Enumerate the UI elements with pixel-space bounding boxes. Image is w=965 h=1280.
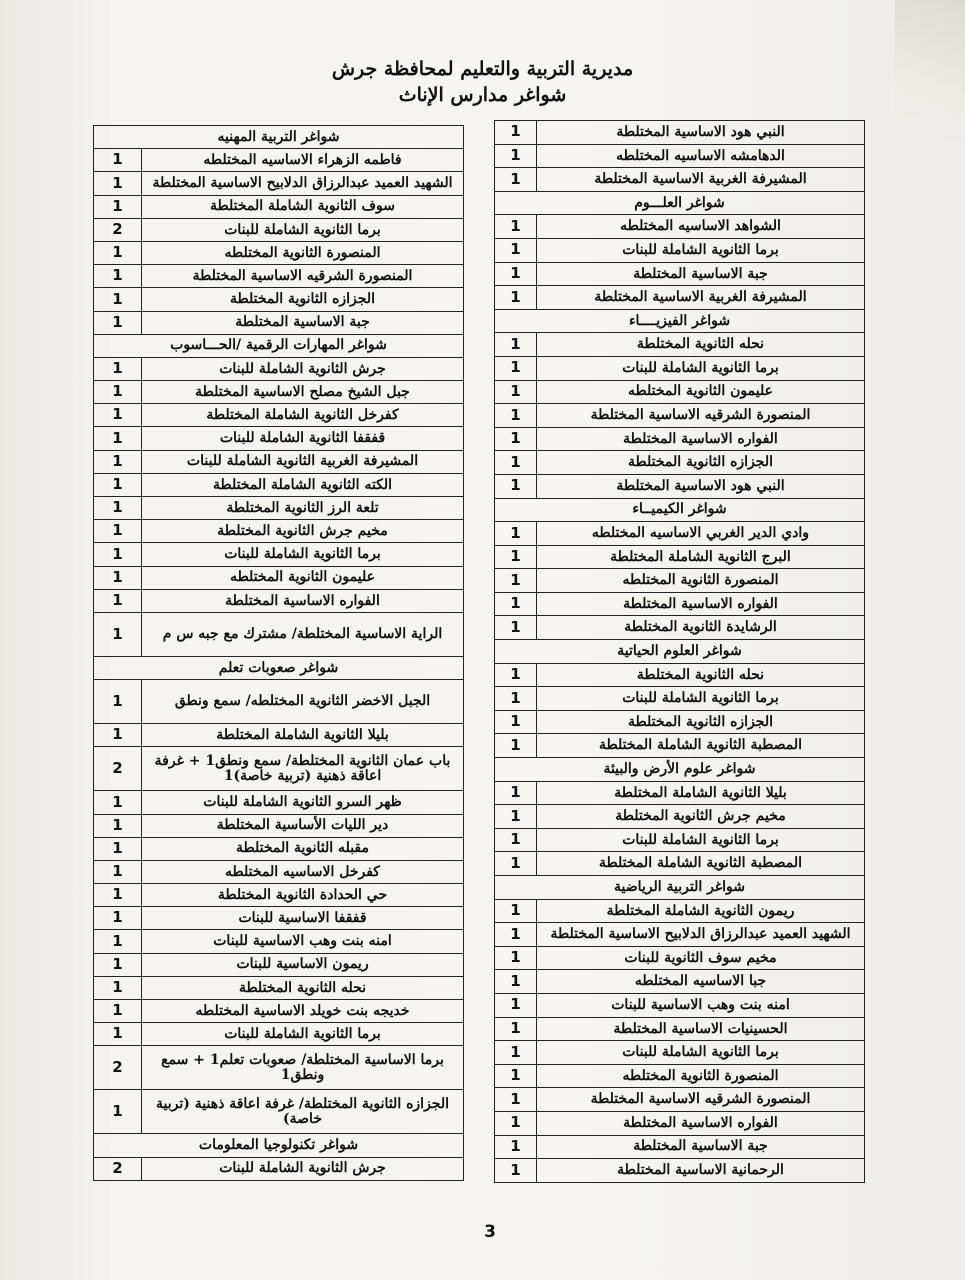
table-row bbox=[495, 805, 865, 829]
vacancy-count: 1 bbox=[94, 884, 142, 907]
school-name: المنصورة الشرقيه الاساسية المختلطة bbox=[537, 404, 865, 428]
vacancy-count: 1 bbox=[495, 1135, 537, 1159]
vacancy-count: 1 bbox=[495, 687, 537, 711]
table-row bbox=[94, 195, 464, 218]
vacancy-count: 1 bbox=[495, 592, 537, 616]
table-row bbox=[94, 288, 464, 311]
table-row bbox=[495, 970, 865, 994]
section-header-row bbox=[495, 640, 865, 664]
school-name: الكته الثانوية الشاملة المختلطة bbox=[142, 473, 464, 496]
school-name: الفواره الاساسية المختلطة bbox=[142, 589, 464, 612]
school-name: نحله الثانوية المختلطة bbox=[537, 663, 865, 687]
vacancy-count: 1 bbox=[495, 1017, 537, 1041]
table-row bbox=[495, 1088, 865, 1112]
vacancy-count: 1 bbox=[94, 404, 142, 427]
vacancy-count: 1 bbox=[94, 311, 142, 334]
table-row bbox=[94, 680, 464, 724]
table-row bbox=[94, 814, 464, 837]
school-name: عليمون الثانوية المختلطه bbox=[537, 380, 865, 404]
table-row bbox=[94, 1157, 464, 1180]
school-name: ظهر السرو الثانوية الشاملة للبنات bbox=[142, 791, 464, 814]
vacancy-count: 1 bbox=[495, 993, 537, 1017]
section-header-row bbox=[94, 656, 464, 679]
table-row bbox=[495, 1041, 865, 1065]
table-row bbox=[495, 687, 865, 711]
vacancy-count: 1 bbox=[94, 907, 142, 930]
vacancy-count: 1 bbox=[94, 976, 142, 999]
section-title: شواغر الكيميــاء bbox=[495, 498, 865, 522]
table-row bbox=[94, 566, 464, 589]
vacancy-count: 2 bbox=[94, 1046, 142, 1090]
table-row bbox=[495, 946, 865, 970]
vacancy-count: 2 bbox=[94, 747, 142, 791]
school-name: برما الثانوية الشاملة للبنات bbox=[142, 218, 464, 241]
vacancy-count: 1 bbox=[495, 569, 537, 593]
table-row bbox=[495, 333, 865, 357]
table-row bbox=[94, 241, 464, 264]
school-name: باب عمان الثانوية المختلطة/ سمع ونطق1 + غرفة اعاقة ذهنية (تربية خاصة)1 bbox=[142, 747, 464, 791]
school-name: الجزازه الثانوية المختلطة/ غرفة اعاقة ذهنية (تربية خاصة) bbox=[142, 1090, 464, 1134]
vacancy-count: 1 bbox=[495, 970, 537, 994]
table-row bbox=[495, 710, 865, 734]
section-title: شواغر التربية الرياضية bbox=[495, 876, 865, 900]
vacancy-count: 1 bbox=[495, 286, 537, 310]
table-row bbox=[94, 589, 464, 612]
table-row bbox=[94, 357, 464, 380]
school-name: بليلا الثانوية الشاملة المختلطة bbox=[537, 781, 865, 805]
table-row bbox=[94, 265, 464, 288]
table-row bbox=[94, 473, 464, 496]
table-row bbox=[495, 404, 865, 428]
section-title: شواغر العلوم الحياتية bbox=[495, 640, 865, 664]
vacancy-count: 1 bbox=[495, 545, 537, 569]
vacancy-count: 1 bbox=[495, 734, 537, 758]
table-row bbox=[94, 837, 464, 860]
vacancy-count: 1 bbox=[94, 497, 142, 520]
table-row bbox=[94, 404, 464, 427]
table-row bbox=[94, 1000, 464, 1023]
vacancy-count: 1 bbox=[94, 172, 142, 195]
table-row bbox=[495, 380, 865, 404]
table-row bbox=[94, 497, 464, 520]
vacancy-count: 1 bbox=[495, 805, 537, 829]
vacancy-count: 1 bbox=[495, 1159, 537, 1183]
table-row bbox=[94, 311, 464, 334]
school-name: جبة الاساسية المختلطة bbox=[537, 262, 865, 286]
vacancy-count: 1 bbox=[94, 450, 142, 473]
school-name: الرحمانية الاساسية المختلطة bbox=[537, 1159, 865, 1183]
vacancy-count: 1 bbox=[495, 144, 537, 168]
table-row bbox=[94, 149, 464, 172]
section-title: شواغر المهارات الرقمية /الحـــاسوب bbox=[94, 334, 464, 357]
section-header-row bbox=[94, 334, 464, 357]
school-name: الراية الاساسية المختلطة/ مشترك مع جبه س م bbox=[142, 612, 464, 656]
table-row bbox=[94, 724, 464, 747]
table-row bbox=[94, 1090, 464, 1134]
vacancy-count: 1 bbox=[495, 1041, 537, 1065]
vacancy-count: 1 bbox=[495, 899, 537, 923]
vacancy-count: 1 bbox=[94, 837, 142, 860]
table-row bbox=[495, 238, 865, 262]
table-row bbox=[94, 930, 464, 953]
directorate-title: مديرية التربية والتعليم لمحافظة جرش bbox=[331, 58, 634, 80]
table-row bbox=[495, 545, 865, 569]
school-name: كفرخل الثانوية الشاملة المختلطة bbox=[142, 404, 464, 427]
table-row bbox=[495, 1135, 865, 1159]
vacancy-count: 1 bbox=[495, 663, 537, 687]
school-name: الجزازه الثانوية المختلطة bbox=[537, 451, 865, 475]
left-vacancy-table bbox=[93, 125, 464, 1181]
school-name: امنه بنت وهب الاساسية للبنات bbox=[142, 930, 464, 953]
school-name: الفواره الاساسية المختلطة bbox=[537, 1111, 865, 1135]
vacancy-count: 1 bbox=[94, 680, 142, 724]
table-row bbox=[495, 474, 865, 498]
vacancy-count: 1 bbox=[94, 149, 142, 172]
vacancy-count: 1 bbox=[495, 474, 537, 498]
school-name: المنصورة الثانوية المختلطه bbox=[537, 569, 865, 593]
table-row bbox=[495, 852, 865, 876]
vacancy-count: 1 bbox=[94, 288, 142, 311]
page-number: 3 bbox=[484, 1222, 496, 1242]
school-name: المشيرفة الغربية الثانوية الشاملة للبنات bbox=[142, 450, 464, 473]
school-name: مقبله الثانوية المختلطة bbox=[142, 837, 464, 860]
section-title: شواغر العلـــوم bbox=[495, 191, 865, 215]
school-name: مخيم جرش الثانوية المختلطة bbox=[537, 805, 865, 829]
table-row bbox=[94, 543, 464, 566]
vacancy-count: 1 bbox=[495, 262, 537, 286]
table-row bbox=[94, 218, 464, 241]
vacancy-count: 1 bbox=[94, 195, 142, 218]
school-name: برما الثانوية الشاملة للبنات bbox=[537, 356, 865, 380]
vacancy-count: 2 bbox=[94, 1157, 142, 1180]
table-row bbox=[94, 381, 464, 404]
table-row bbox=[94, 884, 464, 907]
school-name: برما الثانوية الشاملة للبنات bbox=[537, 687, 865, 711]
vacancy-count: 1 bbox=[495, 1088, 537, 1112]
table-row bbox=[495, 734, 865, 758]
vacancy-count: 1 bbox=[94, 1023, 142, 1046]
vacancy-count: 1 bbox=[495, 121, 537, 145]
vacancy-count: 1 bbox=[94, 814, 142, 837]
section-header-row bbox=[495, 309, 865, 333]
table-row bbox=[94, 976, 464, 999]
school-name: تلعة الرز الثانوية المختلطة bbox=[142, 497, 464, 520]
section-header-row bbox=[495, 876, 865, 900]
section-header-row bbox=[495, 191, 865, 215]
school-name: المشيرفة الغربية الاساسية المختلطة bbox=[537, 168, 865, 192]
section-header-row bbox=[94, 1134, 464, 1157]
vacancy-count: 1 bbox=[94, 265, 142, 288]
table-row bbox=[495, 993, 865, 1017]
school-name: المشيرفة الغربية الاساسية المختلطة bbox=[537, 286, 865, 310]
school-name: جبا الاساسيه المختلطه bbox=[537, 970, 865, 994]
vacancy-count: 1 bbox=[94, 724, 142, 747]
vacancy-count: 1 bbox=[94, 520, 142, 543]
school-name: المنصورة الشرقيه الاساسية المختلطة bbox=[142, 265, 464, 288]
section-title: شواغر علوم الأرض والبيئة bbox=[495, 758, 865, 782]
school-name: خديجه بنت خويلد الاساسية المختلطه bbox=[142, 1000, 464, 1023]
vacancy-count: 1 bbox=[94, 1000, 142, 1023]
school-name: برما الثانوية الشاملة للبنات bbox=[142, 1023, 464, 1046]
table-row bbox=[495, 1064, 865, 1088]
school-name: برما الثانوية الشاملة للبنات bbox=[537, 1041, 865, 1065]
school-name: مخيم جرش الثانوية المختلطة bbox=[142, 520, 464, 543]
vacancy-count: 1 bbox=[495, 238, 537, 262]
school-name: برما الثانوية الشاملة للبنات bbox=[537, 828, 865, 852]
school-name: المصطبة الثانوية الشاملة المختلطة bbox=[537, 852, 865, 876]
school-name: مخيم سوف الثانوية للبنات bbox=[537, 946, 865, 970]
school-name: الفواره الاساسية المختلطة bbox=[537, 427, 865, 451]
vacancy-count: 1 bbox=[94, 566, 142, 589]
vacancy-count: 1 bbox=[495, 828, 537, 852]
school-name: الجزازه الثانوية المختلطة bbox=[537, 710, 865, 734]
table-row bbox=[94, 450, 464, 473]
school-name: النبي هود الاساسية المختلطة bbox=[537, 474, 865, 498]
school-name: ريمون الثانوية الشاملة المختلطة bbox=[537, 899, 865, 923]
table-row bbox=[495, 168, 865, 192]
section-header-row bbox=[495, 498, 865, 522]
school-name: المنصورة الثانوية المختلطه bbox=[142, 241, 464, 264]
vacancy-count: 1 bbox=[94, 241, 142, 264]
school-name: جبل الشيخ مصلح الاساسية المختلطة bbox=[142, 381, 464, 404]
table-row bbox=[94, 791, 464, 814]
table-row bbox=[495, 215, 865, 239]
table-row bbox=[94, 1046, 464, 1090]
school-name: المنصورة الشرقيه الاساسية المختلطة bbox=[537, 1088, 865, 1112]
table-row bbox=[495, 427, 865, 451]
table-row bbox=[94, 520, 464, 543]
table-row bbox=[495, 1111, 865, 1135]
school-name: نحله الثانوية المختلطة bbox=[537, 333, 865, 357]
school-name: الجبل الاخضر الثانوية المختلطه/ سمع ونطق bbox=[142, 680, 464, 724]
table-row bbox=[495, 286, 865, 310]
vacancy-count: 1 bbox=[495, 356, 537, 380]
school-name: الرشايدة الثانوية المختلطة bbox=[537, 616, 865, 640]
table-row bbox=[94, 953, 464, 976]
section-title: شواغر تكنولوجيا المعلومات bbox=[94, 1134, 464, 1157]
table-row bbox=[94, 907, 464, 930]
vacancy-count: 1 bbox=[94, 612, 142, 656]
school-name: قفقفا الثانوية الشاملة للبنات bbox=[142, 427, 464, 450]
school-name: المصطبة الثانوية الشاملة المختلطة bbox=[537, 734, 865, 758]
section-header-row bbox=[94, 126, 464, 149]
table-row bbox=[94, 427, 464, 450]
vacancy-count: 1 bbox=[495, 427, 537, 451]
vacancy-count: 1 bbox=[495, 380, 537, 404]
table-row bbox=[94, 172, 464, 195]
vacancy-count: 1 bbox=[94, 930, 142, 953]
school-name: سوف الثانوية الشاملة المختلطة bbox=[142, 195, 464, 218]
table-row bbox=[495, 569, 865, 593]
school-name: المنصورة الثانوية المختلطه bbox=[537, 1064, 865, 1088]
vacancy-count: 1 bbox=[495, 451, 537, 475]
table-row bbox=[495, 451, 865, 475]
vacancy-count: 1 bbox=[94, 791, 142, 814]
vacancy-count: 1 bbox=[495, 522, 537, 546]
table-row bbox=[94, 860, 464, 883]
table-row bbox=[495, 616, 865, 640]
vacancy-count: 1 bbox=[495, 1064, 537, 1088]
school-name: الشهيد العميد عبدالرزاق الدلابيح الاساسية المختلطة bbox=[537, 923, 865, 947]
school-name: جرش الثانوية الشاملة للبنات bbox=[142, 357, 464, 380]
school-name: برما الثانوية الشاملة للبنات bbox=[537, 238, 865, 262]
vacancy-count: 1 bbox=[94, 473, 142, 496]
school-name: الفواره الاساسية المختلطة bbox=[537, 592, 865, 616]
section-title: شواغر صعوبات تعلم bbox=[94, 656, 464, 679]
vacancy-count: 1 bbox=[495, 404, 537, 428]
vacancy-count: 1 bbox=[495, 215, 537, 239]
school-name: جبة الاساسية المختلطة bbox=[537, 1135, 865, 1159]
school-name: جبة الاساسية المختلطة bbox=[142, 311, 464, 334]
table-row bbox=[495, 144, 865, 168]
school-name: كفرخل الاساسيه المختلطه bbox=[142, 860, 464, 883]
vacancy-count: 1 bbox=[495, 923, 537, 947]
table-row bbox=[495, 1159, 865, 1183]
school-name: وادي الدير الغربي الاساسيه المختلطه bbox=[537, 522, 865, 546]
vacancy-count: 1 bbox=[495, 710, 537, 734]
table-row bbox=[495, 923, 865, 947]
section-title: شواغر الفيزيــــاء bbox=[495, 309, 865, 333]
vacancy-count: 1 bbox=[495, 1111, 537, 1135]
table-row bbox=[94, 747, 464, 791]
table-row bbox=[495, 356, 865, 380]
vacancy-count: 1 bbox=[94, 427, 142, 450]
school-name: دير الليات الأساسية المختلطة bbox=[142, 814, 464, 837]
vacancy-count: 1 bbox=[94, 381, 142, 404]
school-name: الشهيد العميد عبدالرزاق الدلابيح الاساسية المختلطة bbox=[142, 172, 464, 195]
vacancy-count: 1 bbox=[495, 946, 537, 970]
school-name: البرج الثانوية الشاملة المختلطة bbox=[537, 545, 865, 569]
table-row bbox=[495, 1017, 865, 1041]
vacancy-count: 2 bbox=[94, 218, 142, 241]
right-vacancy-table bbox=[494, 120, 865, 1183]
school-name: قفقفا الاساسية للبنات bbox=[142, 907, 464, 930]
table-row bbox=[495, 592, 865, 616]
table-row bbox=[495, 899, 865, 923]
vacancy-count: 1 bbox=[94, 1090, 142, 1134]
vacancy-count: 1 bbox=[495, 168, 537, 192]
school-name: بليلا الثانوية الشاملة المختلطة bbox=[142, 724, 464, 747]
document-subtitle: شواغر مدارس الإناث bbox=[398, 84, 567, 106]
table-row bbox=[495, 781, 865, 805]
vacancy-count: 1 bbox=[94, 543, 142, 566]
vacancy-count: 1 bbox=[94, 357, 142, 380]
school-name: الجزازه الثانوية المختلطة bbox=[142, 288, 464, 311]
table-row bbox=[94, 1023, 464, 1046]
vacancy-count: 1 bbox=[495, 333, 537, 357]
vacancy-count: 1 bbox=[495, 781, 537, 805]
school-name: عليمون الثانوية المختلطه bbox=[142, 566, 464, 589]
school-name: جرش الثانوية الشاملة للبنات bbox=[142, 1157, 464, 1180]
school-name: ريمون الاساسية للبنات bbox=[142, 953, 464, 976]
school-name: الحسينيات الاساسية المختلطة bbox=[537, 1017, 865, 1041]
school-name: نحله الثانوية المختلطة bbox=[142, 976, 464, 999]
school-name: الدهامشه الاساسيه المختلطه bbox=[537, 144, 865, 168]
section-title: شواغر التربية المهنيه bbox=[94, 126, 464, 149]
table-row bbox=[495, 828, 865, 852]
table-row bbox=[495, 262, 865, 286]
school-name: برما الاساسية المختلطة/ صعوبات تعلم1 + سمع ونطق1 bbox=[142, 1046, 464, 1090]
vacancy-count: 1 bbox=[94, 589, 142, 612]
school-name: النبي هود الاساسية المختلطة bbox=[537, 121, 865, 145]
vacancy-count: 1 bbox=[94, 953, 142, 976]
table-row bbox=[495, 522, 865, 546]
table-row bbox=[495, 121, 865, 145]
school-name: برما الثانوية الشاملة للبنات bbox=[142, 543, 464, 566]
school-name: حي الحدادة الثانوية المختلطة bbox=[142, 884, 464, 907]
school-name: امنه بنت وهب الاساسية للبنات bbox=[537, 993, 865, 1017]
school-name: فاطمه الزهراء الاساسيه المختلطه bbox=[142, 149, 464, 172]
vacancy-count: 1 bbox=[94, 860, 142, 883]
vacancy-count: 1 bbox=[495, 852, 537, 876]
school-name: الشواهد الاساسيه المختلطه bbox=[537, 215, 865, 239]
table-row bbox=[495, 663, 865, 687]
table-row bbox=[94, 612, 464, 656]
vacancy-count: 1 bbox=[495, 616, 537, 640]
section-header-row bbox=[495, 758, 865, 782]
